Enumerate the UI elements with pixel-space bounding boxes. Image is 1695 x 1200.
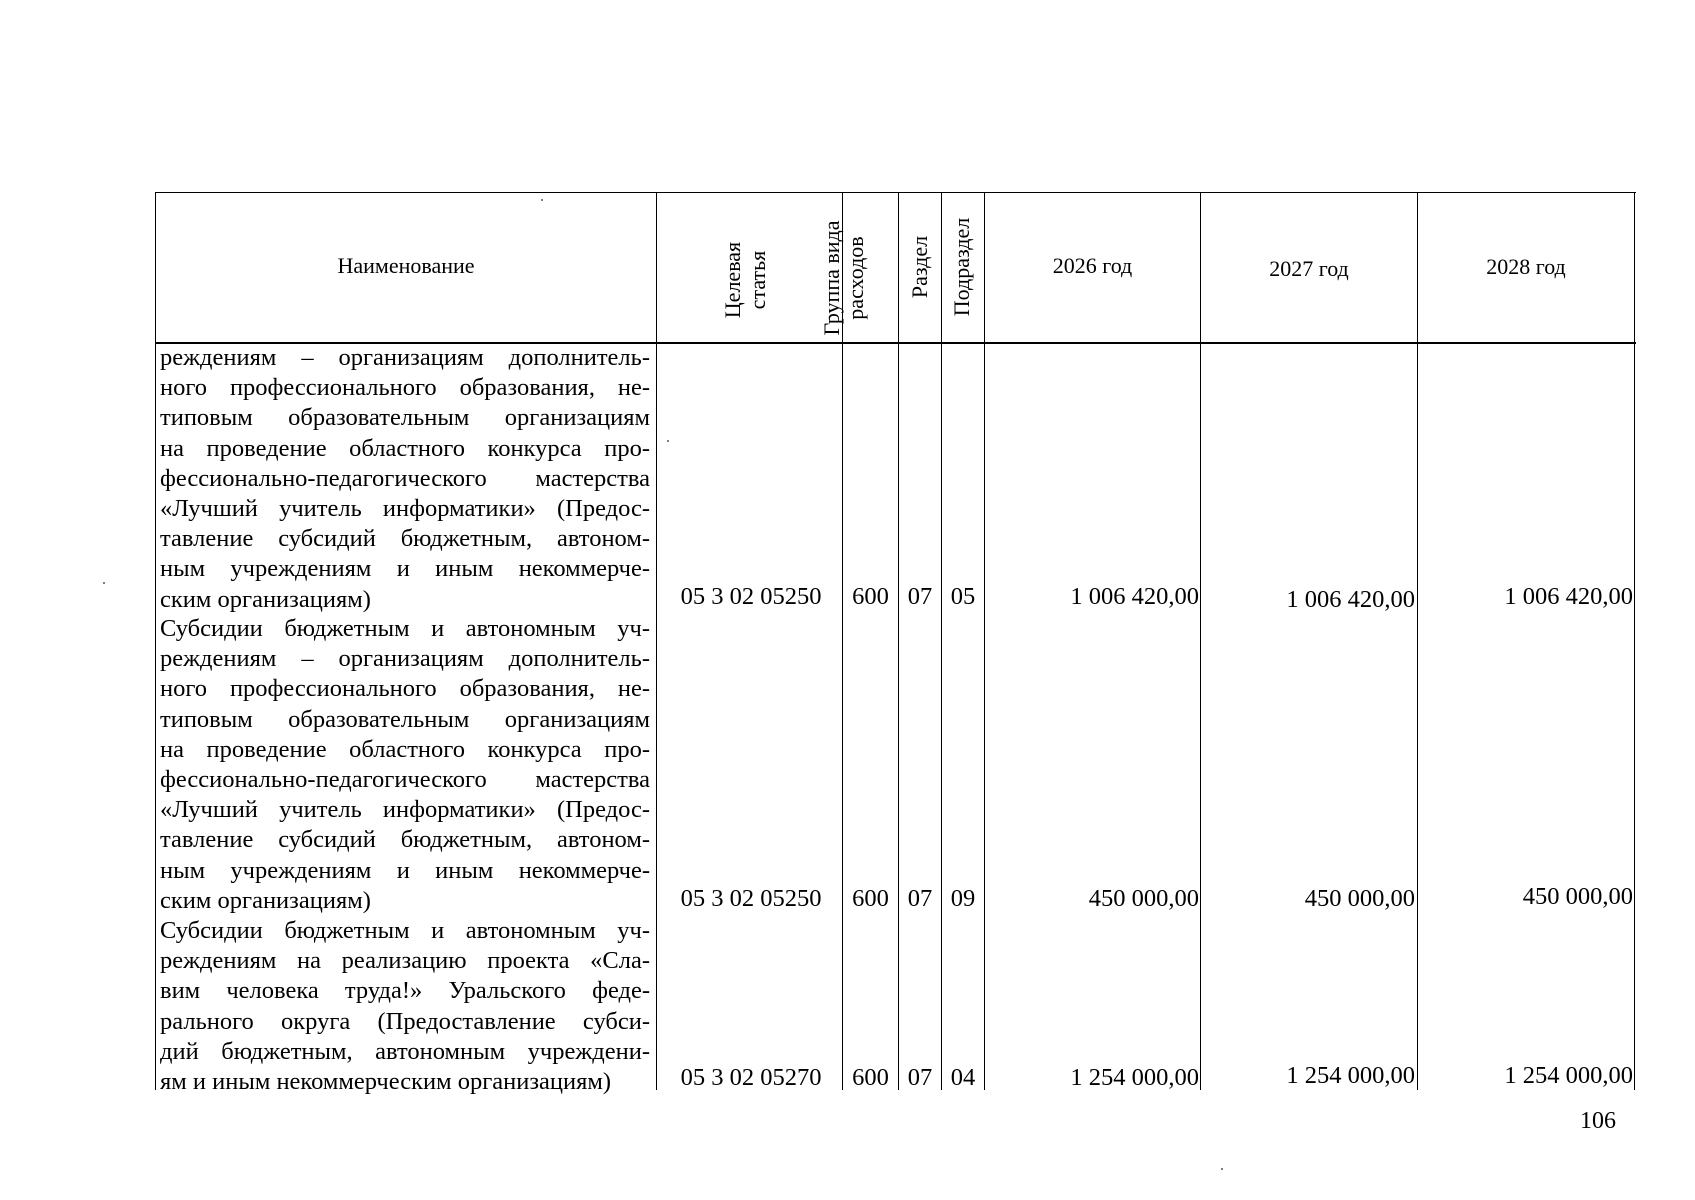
row-3-2028: 1 254 000,00 [1504, 1062, 1633, 1089]
row-3-name [160, 916, 650, 1097]
header-expense-group-line1: Группа вида [819, 220, 844, 336]
scan-speck [103, 582, 105, 584]
row-2-name-line: «Лучший учитель информатики» (Предос- [160, 796, 650, 824]
row-3-name-line: ям и иным некоммерческим организациям) [160, 1067, 612, 1095]
row-3-subsection: 04 [950, 1064, 976, 1091]
row-1-expense-group: 600 [852, 583, 889, 610]
row-1-2028: 1 006 420,00 [1504, 583, 1633, 610]
row-1-name-line: тавление субсидий бюджетным, автоном- [160, 525, 650, 553]
row-1-name [160, 343, 650, 615]
row-2-expense-group: 600 [852, 885, 889, 912]
row-1-target-article: 05 3 02 05250 [680, 583, 822, 610]
header-expense-group-line2: расходов [843, 236, 868, 320]
header-target-article-line1: Целевая [720, 241, 745, 319]
scan-speck [667, 440, 669, 442]
row-3-2026: 1 254 000,00 [1070, 1064, 1199, 1091]
row-2-name-line: типовым образовательным организациям [160, 705, 650, 733]
scan-speck [541, 199, 543, 201]
row-1-name-line: ским организациям) [160, 585, 371, 613]
col-sep-section [898, 192, 899, 1090]
header-subsection: Подраздел [949, 217, 974, 317]
col-sep-2026 [984, 192, 985, 1090]
row-3-name-line: дий бюджетным, автономным учреждени- [160, 1037, 650, 1065]
header-target-article-line2: статья [745, 250, 770, 310]
row-1-name-line: фессионально-педагогического мастерства [160, 464, 650, 492]
header-expense-group [820, 208, 870, 348]
row-2-name-line: ским организациям) [160, 886, 371, 914]
row-2-target-article: 05 3 02 05250 [680, 885, 822, 912]
row-1-section: 07 [907, 583, 933, 610]
row-1-name-line: на проведение областного конкурса про- [160, 434, 650, 462]
col-sep-2027 [1200, 192, 1201, 1090]
row-2-name-line: реждениям – организациям дополнитель- [160, 645, 650, 673]
row-1-2027: 1 006 420,00 [1286, 586, 1415, 613]
col-sep-target [656, 192, 657, 1090]
row-1-2026: 1 006 420,00 [1070, 583, 1199, 610]
col-sep-2028 [1417, 192, 1418, 1090]
table-left-border [155, 192, 156, 1090]
page-number: 106 [1580, 1108, 1616, 1134]
row-1-name-line: «Лучший учитель информатики» (Предос- [160, 494, 650, 522]
row-3-name-line: вим человека труда!» Уральского феде- [160, 977, 650, 1005]
row-1-name-line: типовым образовательным организациям [160, 404, 650, 432]
row-3-expense-group: 600 [852, 1064, 889, 1091]
row-2-name-line: Субсидии бюджетным и автономным уч- [160, 615, 650, 642]
row-2-section: 07 [907, 885, 933, 912]
row-2-name-line: на проведение областного конкурса про- [160, 735, 650, 763]
row-1-name-line: реждениям – организациям дополнитель- [160, 344, 650, 371]
header-name: Наименование [337, 253, 475, 278]
row-2-name [160, 614, 650, 916]
row-2-name-line: ным учреждениям и иным некоммерче- [160, 856, 650, 884]
header-section: Раздел [907, 235, 932, 299]
row-3-name-line: рального округа (Предоставление субси- [160, 1007, 650, 1035]
row-3-target-article: 05 3 02 05270 [680, 1064, 822, 1091]
scan-speck [1221, 1168, 1223, 1170]
row-1-name-line: ным учреждениям и иным некоммерче- [160, 555, 650, 583]
row-2-subsection: 09 [950, 885, 976, 912]
row-2-name-line: фессионально-педагогического мастерства [160, 765, 650, 793]
row-2-name-line: тавление субсидий бюджетным, автоном- [160, 826, 650, 854]
row-2-2027: 450 000,00 [1304, 885, 1415, 912]
row-3-name-line: реждениям на реализацию проекта «Сла- [160, 947, 650, 975]
row-2-name-line: ного профессионального образования, не- [160, 675, 650, 703]
header-year-2028: 2028 год [1486, 254, 1566, 279]
col-sep-subsection [941, 192, 942, 1090]
table-top-border [155, 192, 1636, 193]
header-target-article [720, 185, 774, 375]
row-3-name-line: Субсидии бюджетным и автономным уч- [160, 917, 650, 944]
row-2-2026: 450 000,00 [1088, 885, 1199, 912]
header-year-2027: 2027 год [1269, 256, 1349, 281]
row-3-2027: 1 254 000,00 [1286, 1062, 1415, 1089]
header-year-2026: 2026 год [1052, 253, 1133, 278]
row-3-section: 07 [907, 1064, 933, 1091]
row-1-subsection: 05 [950, 583, 976, 610]
row-1-name-line: ного профессионального образования, не- [160, 374, 650, 402]
row-2-2028: 450 000,00 [1522, 883, 1633, 910]
table-right-border [1634, 192, 1635, 1090]
